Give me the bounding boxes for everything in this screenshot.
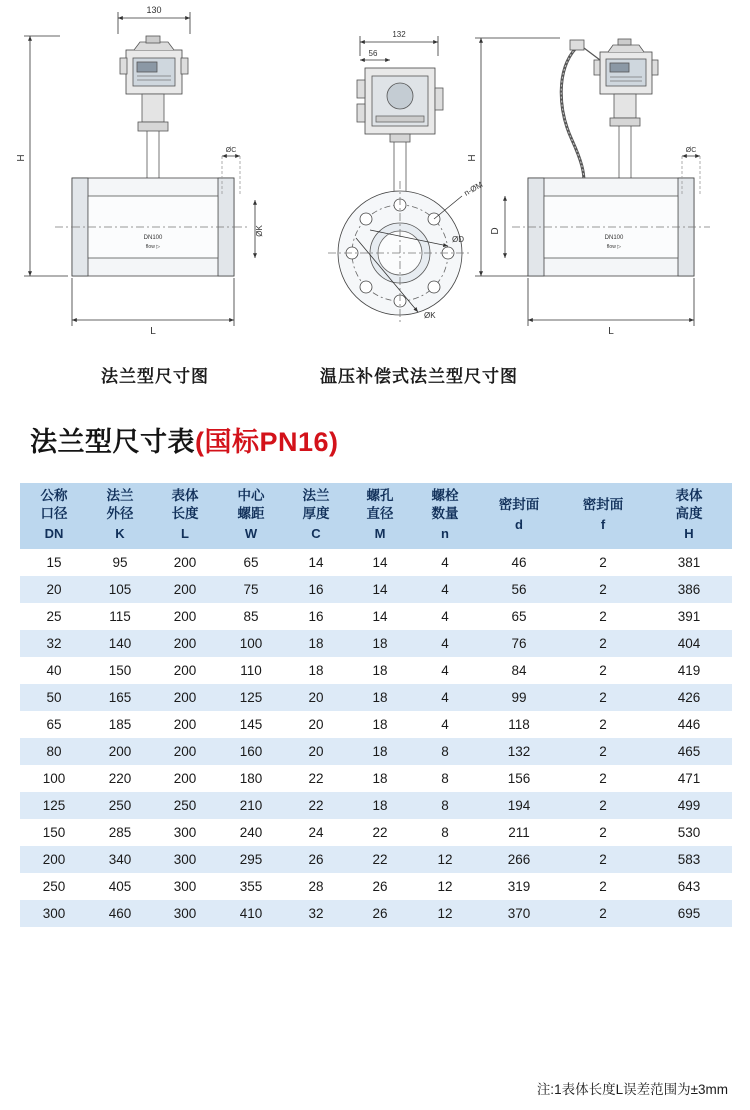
col-header-c-line1: 法兰 bbox=[302, 488, 330, 503]
cell-w: 295 bbox=[218, 846, 284, 873]
cell-k: 150 bbox=[88, 657, 152, 684]
cell-d: 99 bbox=[478, 684, 560, 711]
svg-text:130: 130 bbox=[146, 5, 162, 15]
cell-n: 12 bbox=[412, 846, 478, 873]
col-header-f-line2: 密封面 bbox=[582, 497, 624, 513]
table-row bbox=[20, 900, 732, 927]
svg-text:L: L bbox=[150, 326, 156, 337]
cell-f: 2 bbox=[560, 900, 646, 927]
col-header-l bbox=[152, 483, 218, 549]
svg-text:D: D bbox=[490, 227, 501, 235]
table-note: 注:1表体长度L误差范围为±3mm bbox=[536, 1082, 728, 1097]
cell-w: 355 bbox=[218, 873, 284, 900]
table-row bbox=[20, 846, 732, 873]
dimensions-table-container bbox=[20, 483, 732, 927]
col-header-n-line2: 数量 bbox=[431, 506, 459, 522]
cell-d: 266 bbox=[478, 846, 560, 873]
svg-text:ØK: ØK bbox=[255, 225, 264, 237]
svg-text:ØC: ØC bbox=[225, 147, 237, 154]
table-row bbox=[20, 684, 732, 711]
cell-l: 200 bbox=[152, 630, 218, 657]
cell-l: 300 bbox=[152, 873, 218, 900]
cell-w: 210 bbox=[218, 792, 284, 819]
cell-dn: 20 bbox=[20, 576, 88, 603]
cell-k: 105 bbox=[88, 576, 152, 603]
cell-dn: 100 bbox=[20, 765, 88, 792]
cell-h: 583 bbox=[646, 846, 732, 873]
cell-d: 118 bbox=[478, 711, 560, 738]
cell-k: 165 bbox=[88, 684, 152, 711]
col-header-l-line1: 表体 bbox=[171, 488, 199, 503]
cell-c: 22 bbox=[284, 792, 348, 819]
cell-k: 285 bbox=[88, 819, 152, 846]
cell-w: 160 bbox=[218, 738, 284, 765]
cell-c: 28 bbox=[284, 873, 348, 900]
cell-l: 300 bbox=[152, 900, 218, 927]
cell-l: 300 bbox=[152, 846, 218, 873]
col-header-h-symbol: H bbox=[684, 526, 694, 542]
cell-w: 410 bbox=[218, 900, 284, 927]
cell-k: 95 bbox=[88, 549, 152, 576]
page-title bbox=[30, 420, 339, 459]
cell-f: 2 bbox=[560, 657, 646, 684]
cell-f: 2 bbox=[560, 684, 646, 711]
cell-c: 14 bbox=[284, 549, 348, 576]
cell-k: 460 bbox=[88, 900, 152, 927]
cell-dn: 65 bbox=[20, 711, 88, 738]
dimensions-table bbox=[20, 483, 732, 927]
cell-k: 200 bbox=[88, 738, 152, 765]
cell-f: 2 bbox=[560, 819, 646, 846]
drawings-svg bbox=[0, 0, 750, 360]
cell-n: 4 bbox=[412, 630, 478, 657]
cell-dn: 200 bbox=[20, 846, 88, 873]
cell-dn: 125 bbox=[20, 792, 88, 819]
table-row bbox=[20, 576, 732, 603]
svg-text:DN100: DN100 bbox=[143, 235, 163, 241]
col-header-l-line2: 长度 bbox=[171, 506, 199, 522]
cell-m: 18 bbox=[348, 765, 412, 792]
cell-f: 2 bbox=[560, 549, 646, 576]
table-row bbox=[20, 630, 732, 657]
cell-dn: 80 bbox=[20, 738, 88, 765]
cell-k: 340 bbox=[88, 846, 152, 873]
col-header-d-symbol: d bbox=[515, 517, 523, 533]
cell-m: 14 bbox=[348, 549, 412, 576]
col-header-m-symbol: M bbox=[374, 526, 386, 542]
cell-n: 4 bbox=[412, 711, 478, 738]
cell-h: 446 bbox=[646, 711, 732, 738]
col-header-k-line1: 法兰 bbox=[106, 488, 134, 503]
table-header-row bbox=[20, 483, 732, 549]
title-standard: (国标PN16) bbox=[195, 427, 339, 457]
cell-f: 2 bbox=[560, 873, 646, 900]
col-header-l-symbol: L bbox=[181, 526, 189, 542]
cell-dn: 32 bbox=[20, 630, 88, 657]
cell-m: 18 bbox=[348, 792, 412, 819]
technical-drawings bbox=[0, 0, 750, 400]
col-header-h-line2: 高度 bbox=[675, 506, 703, 522]
svg-text:ØD: ØD bbox=[452, 235, 464, 244]
svg-text:flow ▷: flow ▷ bbox=[606, 244, 622, 250]
cell-l: 200 bbox=[152, 765, 218, 792]
cell-n: 4 bbox=[412, 576, 478, 603]
cell-d: 84 bbox=[478, 657, 560, 684]
cell-n: 4 bbox=[412, 549, 478, 576]
col-header-m-line1: 螺孔 bbox=[366, 488, 394, 503]
cell-n: 4 bbox=[412, 684, 478, 711]
cell-c: 20 bbox=[284, 711, 348, 738]
cell-d: 211 bbox=[478, 819, 560, 846]
col-header-h-line1: 表体 bbox=[675, 488, 703, 503]
caption-temp-pressure-type: 温压补偿式法兰型尺寸图 bbox=[320, 367, 518, 386]
cell-c: 22 bbox=[284, 765, 348, 792]
cell-k: 140 bbox=[88, 630, 152, 657]
cell-c: 20 bbox=[284, 738, 348, 765]
col-header-f bbox=[560, 483, 646, 549]
cell-w: 110 bbox=[218, 657, 284, 684]
cell-d: 56 bbox=[478, 576, 560, 603]
cell-k: 405 bbox=[88, 873, 152, 900]
col-header-d bbox=[478, 483, 560, 549]
cell-c: 16 bbox=[284, 603, 348, 630]
cell-h: 391 bbox=[646, 603, 732, 630]
cell-d: 46 bbox=[478, 549, 560, 576]
figure-flange-type bbox=[16, 5, 264, 337]
cell-dn: 250 bbox=[20, 873, 88, 900]
col-header-k bbox=[88, 483, 152, 549]
cell-l: 200 bbox=[152, 738, 218, 765]
svg-text:DN100: DN100 bbox=[604, 235, 624, 241]
col-header-w-line1: 中心 bbox=[237, 488, 265, 503]
cell-f: 2 bbox=[560, 846, 646, 873]
cell-w: 180 bbox=[218, 765, 284, 792]
cell-h: 471 bbox=[646, 765, 732, 792]
cell-w: 240 bbox=[218, 819, 284, 846]
cell-l: 200 bbox=[152, 684, 218, 711]
cell-k: 115 bbox=[88, 603, 152, 630]
cell-f: 2 bbox=[560, 711, 646, 738]
cell-m: 18 bbox=[348, 630, 412, 657]
cell-h: 404 bbox=[646, 630, 732, 657]
cell-f: 2 bbox=[560, 738, 646, 765]
cell-h: 499 bbox=[646, 792, 732, 819]
svg-text:ØK: ØK bbox=[424, 311, 436, 320]
col-header-c-symbol: C bbox=[311, 526, 321, 542]
cell-w: 75 bbox=[218, 576, 284, 603]
cell-l: 250 bbox=[152, 792, 218, 819]
cell-k: 220 bbox=[88, 765, 152, 792]
drawing-captions bbox=[0, 362, 750, 387]
cell-m: 26 bbox=[348, 873, 412, 900]
svg-text:H: H bbox=[467, 154, 478, 162]
cell-l: 200 bbox=[152, 603, 218, 630]
table-row bbox=[20, 711, 732, 738]
cell-h: 465 bbox=[646, 738, 732, 765]
cell-m: 18 bbox=[348, 711, 412, 738]
cell-f: 2 bbox=[560, 765, 646, 792]
cell-l: 200 bbox=[152, 549, 218, 576]
col-header-dn-symbol: DN bbox=[44, 526, 64, 542]
cell-h: 426 bbox=[646, 684, 732, 711]
cell-w: 65 bbox=[218, 549, 284, 576]
cell-n: 4 bbox=[412, 657, 478, 684]
cell-f: 2 bbox=[560, 603, 646, 630]
figure-flange-face bbox=[328, 30, 485, 325]
table-row bbox=[20, 873, 732, 900]
table-head bbox=[20, 483, 732, 549]
cell-h: 530 bbox=[646, 819, 732, 846]
cell-w: 125 bbox=[218, 684, 284, 711]
cell-m: 14 bbox=[348, 576, 412, 603]
cell-f: 2 bbox=[560, 792, 646, 819]
cell-n: 8 bbox=[412, 792, 478, 819]
table-row bbox=[20, 819, 732, 846]
table-row bbox=[20, 792, 732, 819]
svg-text:56: 56 bbox=[368, 49, 378, 58]
cell-d: 132 bbox=[478, 738, 560, 765]
cell-h: 695 bbox=[646, 900, 732, 927]
col-header-w-symbol: W bbox=[244, 526, 258, 542]
col-header-k-symbol: K bbox=[115, 526, 125, 542]
cell-l: 200 bbox=[152, 711, 218, 738]
col-header-n bbox=[412, 483, 478, 549]
col-header-w-line2: 螺距 bbox=[237, 506, 265, 522]
cell-dn: 25 bbox=[20, 603, 88, 630]
svg-text:L: L bbox=[608, 326, 614, 337]
cell-d: 65 bbox=[478, 603, 560, 630]
col-header-w bbox=[218, 483, 284, 549]
table-row bbox=[20, 603, 732, 630]
cell-h: 419 bbox=[646, 657, 732, 684]
cell-m: 18 bbox=[348, 657, 412, 684]
cell-d: 319 bbox=[478, 873, 560, 900]
cell-n: 4 bbox=[412, 603, 478, 630]
cell-dn: 50 bbox=[20, 684, 88, 711]
cell-m: 14 bbox=[348, 603, 412, 630]
cell-m: 22 bbox=[348, 819, 412, 846]
cell-c: 16 bbox=[284, 576, 348, 603]
cell-d: 156 bbox=[478, 765, 560, 792]
cell-m: 22 bbox=[348, 846, 412, 873]
col-header-k-line2: 外径 bbox=[106, 506, 134, 522]
cell-m: 26 bbox=[348, 900, 412, 927]
col-header-n-symbol: n bbox=[441, 526, 449, 542]
cell-m: 18 bbox=[348, 738, 412, 765]
cell-f: 2 bbox=[560, 630, 646, 657]
table-row bbox=[20, 549, 732, 576]
col-header-m-line2: 直径 bbox=[366, 506, 394, 522]
svg-text:n-ØM: n-ØM bbox=[462, 179, 485, 198]
table-row bbox=[20, 765, 732, 792]
cell-m: 18 bbox=[348, 684, 412, 711]
cell-n: 8 bbox=[412, 819, 478, 846]
col-header-m bbox=[348, 483, 412, 549]
cell-dn: 300 bbox=[20, 900, 88, 927]
cell-dn: 150 bbox=[20, 819, 88, 846]
svg-text:H: H bbox=[16, 154, 27, 162]
cell-n: 8 bbox=[412, 738, 478, 765]
col-header-d-line2: 密封面 bbox=[498, 497, 540, 513]
col-header-dn-line1: 公称 bbox=[40, 488, 68, 503]
cell-l: 300 bbox=[152, 819, 218, 846]
cell-c: 26 bbox=[284, 846, 348, 873]
cell-n: 12 bbox=[412, 873, 478, 900]
cell-h: 381 bbox=[646, 549, 732, 576]
cell-l: 200 bbox=[152, 576, 218, 603]
figure-temp-pressure-compensated bbox=[467, 38, 710, 337]
cell-w: 145 bbox=[218, 711, 284, 738]
svg-text:132: 132 bbox=[392, 30, 406, 39]
table-row bbox=[20, 738, 732, 765]
cell-c: 20 bbox=[284, 684, 348, 711]
cell-n: 12 bbox=[412, 900, 478, 927]
cell-h: 643 bbox=[646, 873, 732, 900]
cell-d: 370 bbox=[478, 900, 560, 927]
col-header-dn bbox=[20, 483, 88, 549]
col-header-f-symbol: f bbox=[600, 517, 606, 533]
cell-w: 100 bbox=[218, 630, 284, 657]
cell-d: 76 bbox=[478, 630, 560, 657]
cell-dn: 15 bbox=[20, 549, 88, 576]
cell-d: 194 bbox=[478, 792, 560, 819]
table-body bbox=[20, 549, 732, 927]
col-header-h bbox=[646, 483, 732, 549]
cell-k: 185 bbox=[88, 711, 152, 738]
title-main: 法兰型尺寸表 bbox=[30, 427, 195, 457]
caption-flange-type: 法兰型尺寸图 bbox=[101, 367, 209, 386]
col-header-c-line2: 厚度 bbox=[302, 506, 330, 522]
col-header-c bbox=[284, 483, 348, 549]
cell-f: 2 bbox=[560, 576, 646, 603]
col-header-dn-line2: 口径 bbox=[40, 506, 68, 522]
table-row bbox=[20, 657, 732, 684]
col-header-n-line1: 螺栓 bbox=[431, 488, 459, 503]
cell-c: 18 bbox=[284, 657, 348, 684]
svg-text:ØC: ØC bbox=[685, 147, 697, 154]
svg-text:flow ▷: flow ▷ bbox=[145, 244, 161, 250]
cell-n: 8 bbox=[412, 765, 478, 792]
cell-dn: 40 bbox=[20, 657, 88, 684]
cell-w: 85 bbox=[218, 603, 284, 630]
cell-l: 200 bbox=[152, 657, 218, 684]
cell-c: 32 bbox=[284, 900, 348, 927]
cell-c: 18 bbox=[284, 630, 348, 657]
cell-c: 24 bbox=[284, 819, 348, 846]
cell-k: 250 bbox=[88, 792, 152, 819]
cell-h: 386 bbox=[646, 576, 732, 603]
